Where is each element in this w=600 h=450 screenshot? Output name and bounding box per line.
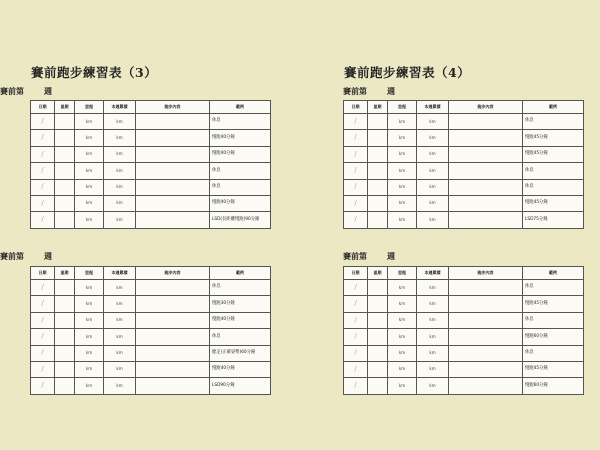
distance-cell[interactable]: km [75, 146, 104, 162]
header-example: 範例 [523, 101, 584, 114]
distance-cell[interactable]: km [388, 361, 417, 377]
cumulative-cell[interactable]: km [104, 312, 136, 328]
date-cell[interactable]: / [31, 130, 55, 146]
table-row [344, 361, 584, 377]
training-table [343, 266, 584, 395]
header-distance: 里程 [75, 101, 104, 114]
distance-cell[interactable]: km [388, 345, 417, 361]
right-page [300, 0, 600, 450]
example-cell: LSD75分鐘 [523, 212, 584, 228]
table-row [31, 179, 271, 195]
date-cell[interactable]: / [344, 130, 368, 146]
distance-cell[interactable]: km [388, 179, 417, 195]
header-cumulative: 本週累積 [104, 101, 136, 114]
weekday-cell[interactable] [368, 179, 388, 195]
date-cell[interactable]: / [344, 296, 368, 312]
date-cell[interactable]: / [344, 378, 368, 394]
distance-cell[interactable]: km [388, 195, 417, 211]
week-label: 賽前第 [0, 87, 24, 96]
table-row [31, 296, 271, 312]
header-example: 範例 [210, 267, 271, 280]
table-row [344, 312, 584, 328]
distance-cell[interactable]: km [75, 329, 104, 345]
header-weekday: 星期 [368, 101, 388, 114]
distance-cell[interactable]: km [75, 195, 104, 211]
distance-cell[interactable]: km [388, 312, 417, 328]
cumulative-cell[interactable]: km [417, 130, 449, 146]
content-cell[interactable] [136, 163, 210, 179]
header-distance: 里程 [388, 267, 417, 280]
weekday-cell[interactable] [368, 130, 388, 146]
example-cell: 慢跑60分鐘 [523, 329, 584, 345]
cumulative-cell[interactable]: km [417, 179, 449, 195]
distance-cell[interactable]: km [75, 296, 104, 312]
table-row [31, 195, 271, 211]
content-cell[interactable] [136, 195, 210, 211]
weekday-cell[interactable] [55, 163, 75, 179]
weekday-cell[interactable] [368, 378, 388, 394]
example-cell: 慢跑45分鐘 [523, 361, 584, 377]
content-cell[interactable] [449, 146, 523, 162]
distance-cell[interactable]: km [388, 329, 417, 345]
header-date: 日期 [31, 101, 55, 114]
week-heading [0, 86, 52, 97]
cumulative-cell[interactable]: km [417, 195, 449, 211]
example-cell: 慢跑40分鐘 [210, 361, 271, 377]
header-content: 跑步內容 [449, 101, 523, 114]
distance-cell[interactable]: km [75, 130, 104, 146]
cumulative-cell[interactable]: km [417, 212, 449, 228]
header-cumulative: 本週累積 [104, 267, 136, 280]
weekday-cell[interactable] [55, 195, 75, 211]
cumulative-cell[interactable]: km [104, 130, 136, 146]
example-cell: 休息 [523, 280, 584, 296]
week-suffix: 週 [44, 252, 52, 261]
cumulative-cell[interactable]: km [104, 195, 136, 211]
header-weekday: 星期 [55, 267, 75, 280]
content-cell[interactable] [449, 280, 523, 296]
example-cell: LSD(長距離慢跑)90分鐘 [210, 212, 271, 228]
cumulative-cell[interactable]: km [417, 280, 449, 296]
date-cell[interactable]: / [344, 212, 368, 228]
example-cell: 休息 [210, 114, 271, 130]
content-cell[interactable] [449, 296, 523, 312]
content-cell[interactable] [449, 312, 523, 328]
date-cell[interactable]: / [31, 195, 55, 211]
weekday-cell[interactable] [55, 296, 75, 312]
table-header-row [344, 101, 584, 114]
cumulative-cell[interactable]: km [104, 212, 136, 228]
table-row [344, 329, 584, 345]
header-content: 跑步內容 [136, 101, 210, 114]
header-date: 日期 [344, 267, 368, 280]
week-label: 賽前第 [343, 252, 367, 261]
example-cell: 慢跑40分鐘 [210, 146, 271, 162]
distance-cell[interactable]: km [75, 378, 104, 394]
date-cell[interactable]: / [31, 163, 55, 179]
table-row [31, 130, 271, 146]
cumulative-cell[interactable]: km [417, 163, 449, 179]
week-heading [0, 251, 52, 262]
header-cumulative: 本週累積 [417, 267, 449, 280]
date-cell[interactable]: / [31, 146, 55, 162]
content-cell[interactable] [449, 361, 523, 377]
cumulative-cell[interactable]: km [417, 312, 449, 328]
table-row [31, 280, 271, 296]
cumulative-cell[interactable]: km [417, 361, 449, 377]
date-cell[interactable]: / [31, 361, 55, 377]
weekday-cell[interactable] [55, 212, 75, 228]
date-cell[interactable]: / [344, 361, 368, 377]
week-heading [343, 86, 395, 97]
table-row [344, 179, 584, 195]
content-cell[interactable] [136, 345, 210, 361]
content-cell[interactable] [449, 114, 523, 130]
example-cell: 休息 [523, 345, 584, 361]
weekday-cell[interactable] [55, 361, 75, 377]
content-cell[interactable] [449, 378, 523, 394]
content-cell[interactable] [136, 296, 210, 312]
example-cell: 休息 [523, 163, 584, 179]
date-cell[interactable]: / [31, 280, 55, 296]
content-cell[interactable] [136, 378, 210, 394]
table-row [344, 114, 584, 130]
week-suffix: 週 [387, 252, 395, 261]
content-cell[interactable] [449, 212, 523, 228]
example-cell: 休息 [523, 114, 584, 130]
cumulative-cell[interactable]: km [104, 329, 136, 345]
table-header-row [344, 267, 584, 280]
date-cell[interactable]: / [344, 146, 368, 162]
example-cell: 慢跑45分鐘 [523, 296, 584, 312]
distance-cell[interactable]: km [388, 130, 417, 146]
weekday-cell[interactable] [368, 212, 388, 228]
header-example: 範例 [523, 267, 584, 280]
cumulative-cell[interactable]: km [417, 146, 449, 162]
table-row [31, 378, 271, 394]
table-row [31, 114, 271, 130]
distance-cell[interactable]: km [75, 361, 104, 377]
header-distance: 里程 [388, 101, 417, 114]
table-row [344, 296, 584, 312]
cumulative-cell[interactable]: km [104, 361, 136, 377]
distance-cell[interactable]: km [388, 163, 417, 179]
content-cell[interactable] [136, 130, 210, 146]
page-title: 賽前跑步練習表（3） [31, 65, 158, 80]
weekday-cell[interactable] [368, 361, 388, 377]
weekday-cell[interactable] [55, 378, 75, 394]
header-cumulative: 本週累積 [417, 101, 449, 114]
table-row [31, 312, 271, 328]
date-cell[interactable]: / [344, 312, 368, 328]
week-suffix: 週 [387, 87, 395, 96]
cumulative-cell[interactable]: km [417, 296, 449, 312]
distance-cell[interactable]: km [388, 378, 417, 394]
week-label: 賽前第 [343, 87, 367, 96]
date-cell[interactable]: / [344, 114, 368, 130]
week-heading [343, 251, 395, 262]
example-cell: 慢跑40分鐘 [210, 130, 271, 146]
weekday-cell[interactable] [55, 312, 75, 328]
date-cell[interactable]: / [31, 345, 55, 361]
date-cell[interactable]: / [344, 195, 368, 211]
content-cell[interactable] [449, 179, 523, 195]
distance-cell[interactable]: km [388, 280, 417, 296]
cumulative-cell[interactable]: km [417, 345, 449, 361]
distance-cell[interactable]: km [75, 163, 104, 179]
content-cell[interactable] [449, 329, 523, 345]
example-cell: 休息 [523, 179, 584, 195]
weekday-cell[interactable] [368, 163, 388, 179]
content-cell[interactable] [449, 195, 523, 211]
week-label: 賽前第 [0, 252, 24, 261]
cumulative-cell[interactable]: km [104, 378, 136, 394]
table-row [344, 280, 584, 296]
date-cell[interactable]: / [31, 378, 55, 394]
date-cell[interactable]: / [344, 179, 368, 195]
distance-cell[interactable]: km [75, 280, 104, 296]
example-cell: 休息 [523, 312, 584, 328]
example-cell: 健走(正確姿勢)60分鐘 [210, 345, 271, 361]
distance-cell[interactable]: km [75, 114, 104, 130]
cumulative-cell[interactable]: km [104, 345, 136, 361]
distance-cell[interactable]: km [388, 212, 417, 228]
content-cell[interactable] [136, 280, 210, 296]
weekday-cell[interactable] [368, 114, 388, 130]
content-cell[interactable] [136, 114, 210, 130]
training-table [30, 266, 271, 395]
cumulative-cell[interactable]: km [417, 329, 449, 345]
header-date: 日期 [31, 267, 55, 280]
example-cell: 慢跑40分鐘 [210, 312, 271, 328]
table-row [344, 195, 584, 211]
table-row [31, 212, 271, 228]
content-cell[interactable] [449, 163, 523, 179]
table-header-row [31, 101, 271, 114]
header-example: 範例 [210, 101, 271, 114]
table-row [344, 345, 584, 361]
distance-cell[interactable]: km [75, 345, 104, 361]
table-row [344, 378, 584, 394]
cumulative-cell[interactable]: km [104, 179, 136, 195]
weekday-cell[interactable] [368, 195, 388, 211]
date-cell[interactable]: / [344, 329, 368, 345]
weekday-cell[interactable] [55, 179, 75, 195]
cumulative-cell[interactable]: km [417, 114, 449, 130]
example-cell: 慢跑60分鐘 [523, 378, 584, 394]
date-cell[interactable]: / [31, 312, 55, 328]
weekday-cell[interactable] [368, 296, 388, 312]
table-row [31, 329, 271, 345]
example-cell: 休息 [210, 179, 271, 195]
table-header-row [31, 267, 271, 280]
table-row [344, 163, 584, 179]
date-cell[interactable]: / [31, 212, 55, 228]
training-table [343, 100, 584, 229]
example-cell: 慢跑40分鐘 [210, 195, 271, 211]
weekday-cell[interactable] [55, 345, 75, 361]
week-suffix: 週 [44, 87, 52, 96]
date-cell[interactable]: / [31, 329, 55, 345]
header-distance: 里程 [75, 267, 104, 280]
table-row [344, 130, 584, 146]
weekday-cell[interactable] [55, 130, 75, 146]
date-cell[interactable]: / [344, 345, 368, 361]
date-cell[interactable]: / [31, 179, 55, 195]
header-content: 跑步內容 [136, 267, 210, 280]
distance-cell[interactable]: km [75, 212, 104, 228]
example-cell: 休息 [210, 329, 271, 345]
table-row [31, 163, 271, 179]
content-cell[interactable] [136, 179, 210, 195]
cumulative-cell[interactable]: km [104, 146, 136, 162]
weekday-cell[interactable] [368, 312, 388, 328]
weekday-cell[interactable] [368, 280, 388, 296]
content-cell[interactable] [136, 212, 210, 228]
header-weekday: 星期 [55, 101, 75, 114]
content-cell[interactable] [136, 146, 210, 162]
date-cell[interactable]: / [31, 296, 55, 312]
content-cell[interactable] [449, 345, 523, 361]
weekday-cell[interactable] [55, 114, 75, 130]
table-row [31, 345, 271, 361]
table-row [344, 146, 584, 162]
date-cell[interactable]: / [31, 114, 55, 130]
date-cell[interactable]: / [344, 163, 368, 179]
example-cell: 慢跑30分鐘 [210, 296, 271, 312]
content-cell[interactable] [449, 130, 523, 146]
example-cell: 休息 [210, 280, 271, 296]
training-table [30, 100, 271, 229]
example-cell: LSD90分鐘 [210, 378, 271, 394]
cumulative-cell[interactable]: km [417, 378, 449, 394]
distance-cell[interactable]: km [388, 296, 417, 312]
distance-cell[interactable]: km [388, 114, 417, 130]
weekday-cell[interactable] [368, 345, 388, 361]
distance-cell[interactable]: km [75, 179, 104, 195]
table-row [344, 212, 584, 228]
table-row [31, 361, 271, 377]
distance-cell[interactable]: km [75, 312, 104, 328]
example-cell: 慢跑45分鐘 [523, 130, 584, 146]
header-weekday: 星期 [368, 267, 388, 280]
content-cell[interactable] [136, 329, 210, 345]
distance-cell[interactable]: km [388, 146, 417, 162]
example-cell: 慢跑45分鐘 [523, 195, 584, 211]
weekday-cell[interactable] [55, 146, 75, 162]
date-cell[interactable]: / [344, 280, 368, 296]
weekday-cell[interactable] [55, 280, 75, 296]
content-cell[interactable] [136, 312, 210, 328]
header-date: 日期 [344, 101, 368, 114]
cumulative-cell[interactable]: km [104, 296, 136, 312]
weekday-cell[interactable] [55, 329, 75, 345]
example-cell: 慢跑45分鐘 [523, 146, 584, 162]
cumulative-cell[interactable]: km [104, 163, 136, 179]
weekday-cell[interactable] [368, 146, 388, 162]
cumulative-cell[interactable]: km [104, 114, 136, 130]
weekday-cell[interactable] [368, 329, 388, 345]
table-row [31, 146, 271, 162]
cumulative-cell[interactable]: km [104, 280, 136, 296]
example-cell: 休息 [210, 163, 271, 179]
header-content: 跑步內容 [449, 267, 523, 280]
content-cell[interactable] [136, 361, 210, 377]
page-title: 賽前跑步練習表（4） [344, 65, 471, 80]
